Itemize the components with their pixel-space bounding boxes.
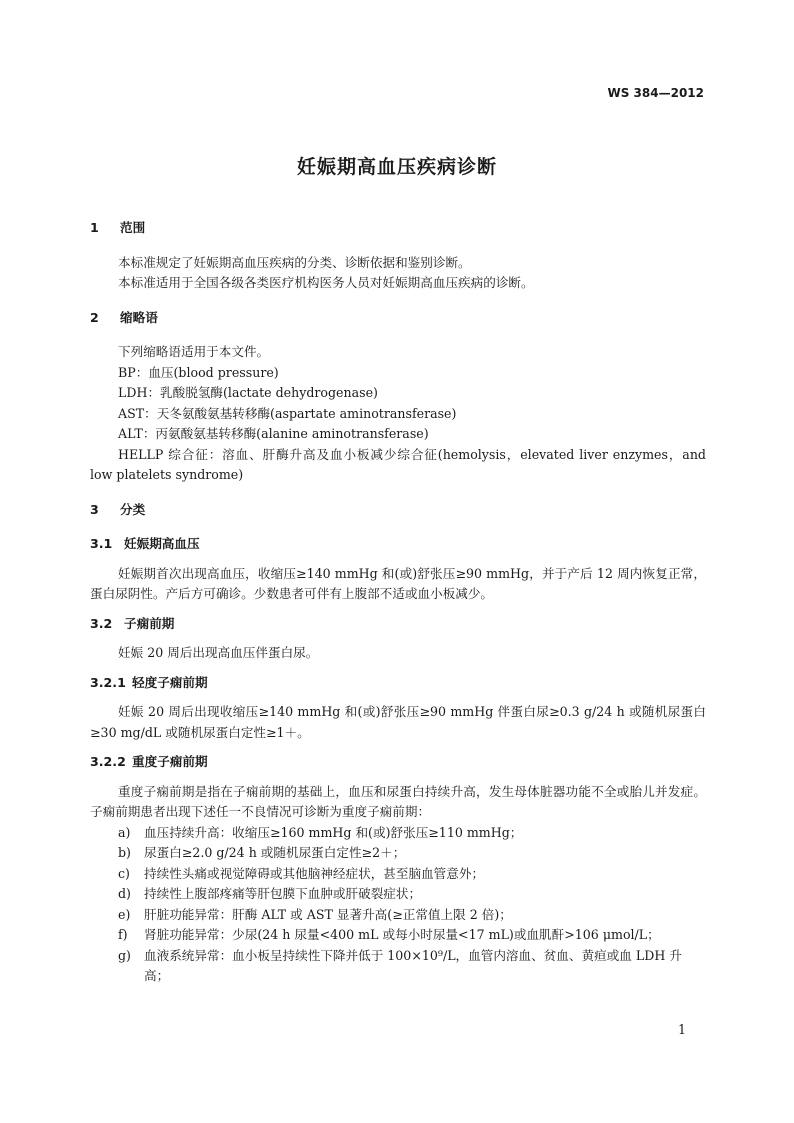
abbreviation-line: AST：天冬氨酸氨基转移酶(aspartate aminotransferase): [118, 405, 457, 421]
abbreviation-line: BP：血压(blood pressure): [118, 364, 279, 380]
section-number: 3.2: [90, 615, 113, 631]
list-marker: d): [118, 886, 131, 901]
list-marker: g): [118, 947, 131, 963]
section-number: 3.2.2: [90, 754, 126, 769]
standard-code: WS 384—2012: [607, 86, 704, 100]
section-title: 范围: [120, 220, 146, 235]
abbreviation-line: LDH：乳酸脱氢酶(lactate dehydrogenase): [118, 385, 378, 400]
document-title: 妊娠期高血压疾病诊断: [296, 156, 497, 178]
list-text: 血液系统异常：血小板呈持续性下降并低于 100×10⁹/L，血管内溶血、贫血、黄疸或血 LDH 升高；: [144, 947, 682, 983]
list-item: [90, 823, 706, 844]
paragraph: 本标准规定了妊娠期高血压疾病的分类、诊断依据和鉴别诊断。: [118, 254, 471, 270]
section-3-2-heading: [90, 614, 706, 635]
list-text: 尿蛋白≥2.0 g/24 h 或随机尿蛋白定性≥2＋；: [144, 845, 406, 860]
section-number: 3: [90, 501, 99, 517]
list-item: [90, 843, 706, 864]
section-title: 妊娠期高血压: [124, 536, 200, 551]
list-text: 血压持续升高：收缩压≥160 mmHg 和(或)舒张压≥110 mmHg；: [144, 824, 523, 840]
list-marker: f): [118, 927, 128, 942]
section-number: 3.1: [90, 536, 113, 551]
list-item: [90, 946, 706, 987]
section-3-2-1-heading: [90, 673, 706, 694]
abbreviation-line: HELLP 综合征：溶血、肝酶升高及血小板减少综合征(hemolysis，elevated liver enzymes，and low platelets syndrome): [90, 446, 706, 482]
list-marker: a): [118, 824, 131, 840]
paragraph: 本标准适用于全国各级各类医疗机构医务人员对妊娠期高血压疾病的诊断。: [118, 275, 534, 290]
section-title: 子痫前期: [124, 615, 175, 631]
section-3-2-2-heading: [90, 752, 706, 773]
section-3-1-heading: [90, 534, 706, 555]
paragraph: 下列缩略语适用于本文件。: [118, 344, 270, 359]
section-title: 分类: [120, 501, 146, 517]
paragraph: 重度子痫前期是指在子痫前期的基础上，血压和尿蛋白持续升高，发生母体脏器功能不全或胎儿并发症。子痫前期患者出现下述任一不良情况可诊断为重度子痫前期：: [90, 783, 706, 819]
section-3-heading: [90, 500, 706, 521]
paragraph: 妊娠期首次出现高血压，收缩压≥140 mmHg 和(或)舒张压≥90 mmHg，并于产后 12 周内恢复正常，蛋白尿阴性。产后方可确诊。少数患者可伴有上腹部不适或血小板减少。: [90, 565, 706, 601]
section-number: 1: [90, 220, 99, 235]
section-title: 重度子痫前期: [132, 754, 208, 769]
list-item: [90, 905, 706, 926]
list-marker: e): [118, 906, 131, 922]
paragraph: 妊娠 20 周后出现高血压伴蛋白尿。: [118, 645, 319, 660]
page-number: 1: [677, 1022, 686, 1037]
section-title: 缩略语: [120, 309, 158, 325]
paragraph: 妊娠 20 周后出现收缩压≥140 mmHg 和(或)舒张压≥90 mmHg 伴蛋白尿≥0.3 g/24 h 或随机尿蛋白≥30 mg/dL 或随机尿蛋白定性≥1＋。: [90, 704, 706, 740]
list-text: 肝脏功能异常：肝酶 ALT 或 AST 显著升高(≥正常值上限 2 倍)；: [144, 906, 512, 922]
list-marker: c): [118, 865, 130, 881]
list-text: 肾脏功能异常：少尿(24 h 尿量<400 mL 或每小时尿量<17 mL)或血肌酐>106 μmol/L；: [144, 927, 660, 942]
abbreviation-line: ALT：丙氨酸氨基转移酶(alanine aminotransferase): [118, 426, 429, 441]
section-title: 轻度子痫前期: [132, 674, 208, 690]
document-body: [90, 218, 706, 987]
list-text: 持续性上腹部疼痛等肝包膜下血肿或肝破裂症状；: [144, 886, 422, 901]
list-item: [90, 884, 706, 905]
section-1-heading: [90, 218, 706, 239]
section-number: 2: [90, 309, 99, 325]
section-number: 3.2.1: [90, 674, 126, 690]
list-text: 持续性头痛或视觉障碍或其他脑神经症状，甚至脑血管意外；: [144, 865, 485, 881]
list-marker: b): [118, 845, 131, 860]
list-item: [90, 864, 706, 885]
list-item: [90, 925, 706, 946]
section-2-heading: [90, 308, 706, 329]
